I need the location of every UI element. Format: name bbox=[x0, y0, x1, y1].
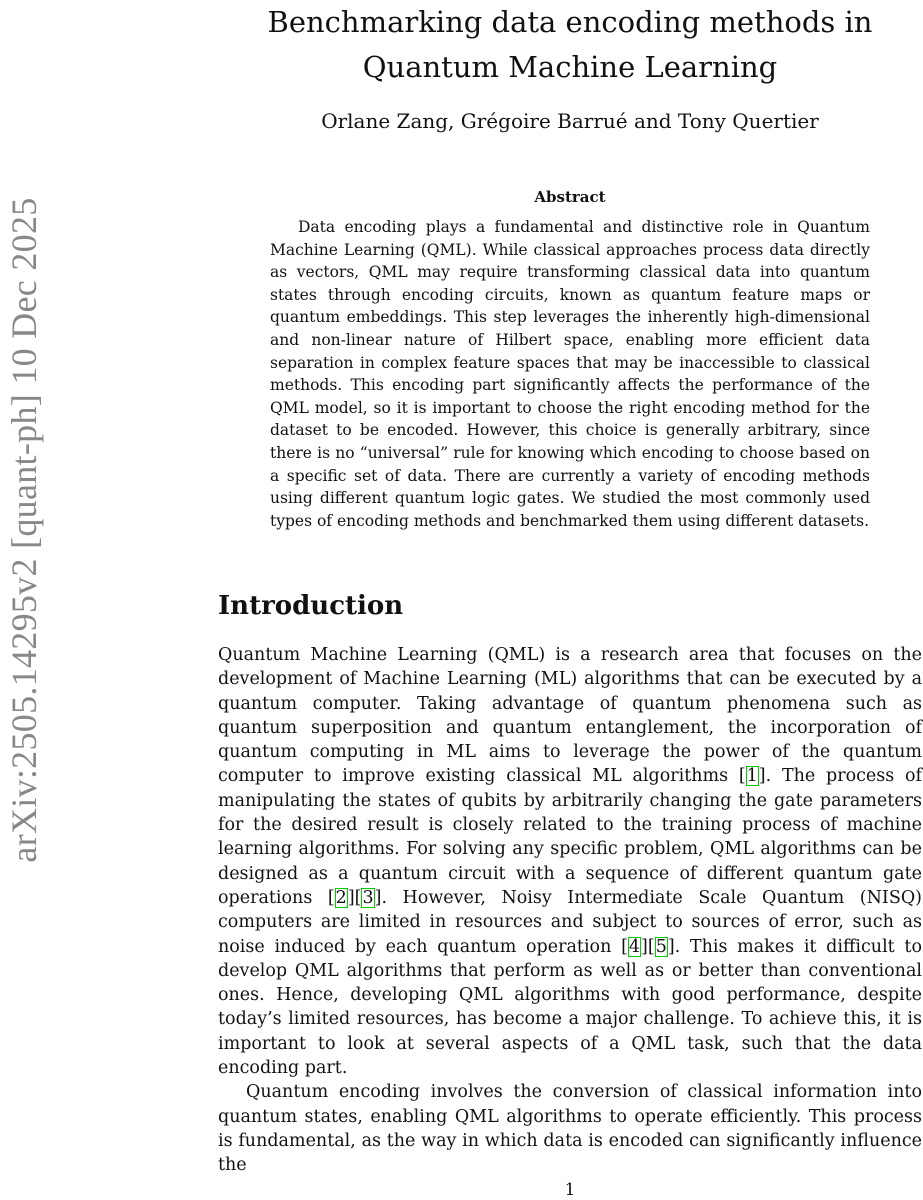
abstract-text: Data encoding plays a fundamental and distinctive role in Quantum Machine Learning (QML). While classical approaches process data directly as vectors, QML may require transforming classical data into quantum states through encoding circuits, known as quantum feature maps or quantum embeddings. This step leverages the inherently high-dimensional and non-linear nature of Hilbert space, enabling more efficient data separation in complex feature spaces that may be inaccessible to classical methods. This encoding part significantly affects the performance of the QML model, so it is important to choose the right encoding method for the dataset to be encoded. However, this choice is generally arbitrary, since there is no “universal” rule for knowing which encoding to choose based on a specific set of data. There are currently a variety of encoding methods using different quantum logic gates. We studied the most commonly used types of encoding methods and benchmarked them using different datasets. bbox=[270, 218, 870, 530]
abstract-heading: Abstract bbox=[534, 188, 606, 206]
citation-link-1[interactable]: 1 bbox=[746, 766, 758, 787]
page-number: 1 bbox=[564, 1180, 576, 1200]
intro-text-segment: . The process of manipulating the states of qubits by arbitrarily changing the gate parameters for the desired result is closely related to the training process of machine learning algorithms. For solving any specific problem, QML algorithms can be designed as a quantum circuit with a sequence of different quantum gate operations bbox=[218, 766, 922, 908]
introduction-body bbox=[218, 643, 922, 1178]
title-line-2: Quantum Machine Learning bbox=[362, 50, 778, 84]
section-heading-introduction: Introduction bbox=[218, 591, 404, 621]
intro-text-segment: Quantum Machine Learning (QML) is a research area that focuses on the development of Machine Learning (ML) algorithms that can be executed by a quantum computer. Taking advantage of quantum phenomena such as quantum superposition and quantum entanglement, the incorporation of quantum computing in ML aims to leverage the power of the quantum computer to improve existing classical ML algorithms bbox=[218, 645, 922, 787]
arxiv-identifier: arXiv:2505.14295v2 [quant-ph] 10 Dec 2025 bbox=[4, 197, 44, 863]
author-list: Orlane Zang, Grégoire Barrué and Tony Quertier bbox=[321, 109, 819, 133]
intro-text-segment: . However, Noisy Intermediate Scale Quantum (NISQ) computers are limited in resources and subject to sources of error, such as noise induced by each quantum operation bbox=[218, 887, 922, 957]
citation-link-2[interactable]: 2 bbox=[335, 887, 347, 908]
intro-paragraph-1: Quantum Machine Learning (QML) is a research area that focuses on the development of Machine Learning (ML) algorithms that can be executed by a quantum computer. Taking advantage of quantum phenomena such as quantum superposition and quantum entanglement, the incorporation of quantum computing in ML aims to leverage the power of the quantum computer to improve existing classical ML algorithms [1]. The process of manipulating the states of qubits by arbitrarily changing the gate parameters for the desired result is closely related to the training process of machine learning algorithms. For solving any specific problem, QML algorithms can be designed as a quantum circuit with a sequence of different quantum gate operations [2][3]. However, Noisy Intermediate Scale Quantum (NISQ) computers are limited in resources and subject to sources of error, such as noise induced by each quantum operation [4][5]. This makes it difficult to develop QML algorithms that perform as well as or better than conventional ones. Hence, developing QML algorithms with good performance, despite today’s limited resources, has become a major challenge. To achieve this, it is important to look at several aspects of a QML task, such that the data encoding part. bbox=[218, 645, 922, 1079]
citation-link-5[interactable]: 5 bbox=[655, 936, 667, 957]
paper-title bbox=[220, 0, 920, 90]
title-line-1: Benchmarking data encoding methods in bbox=[267, 5, 873, 39]
intro-text-segment: . This makes it difficult to develop QML algorithms that perform as well as or better than conventional ones. Hence, developing QML algorithms with good performance, despite today’s limited resources, has become a major challenge. To achieve this, it is important to look at several aspects of a QML task, such that the data encoding part. bbox=[218, 936, 922, 1079]
arxiv-identifier-sidebar bbox=[0, 140, 48, 920]
citation-link-4[interactable]: 4 bbox=[628, 936, 641, 957]
citation-link-3[interactable]: 3 bbox=[362, 887, 374, 908]
intro-paragraph-2: Quantum encoding involves the conversion of classical information into quantum states, enabling QML algorithms to operate efficiently. This process is fundamental, as the way in which data is encoded can significantly influence the bbox=[218, 1082, 922, 1176]
